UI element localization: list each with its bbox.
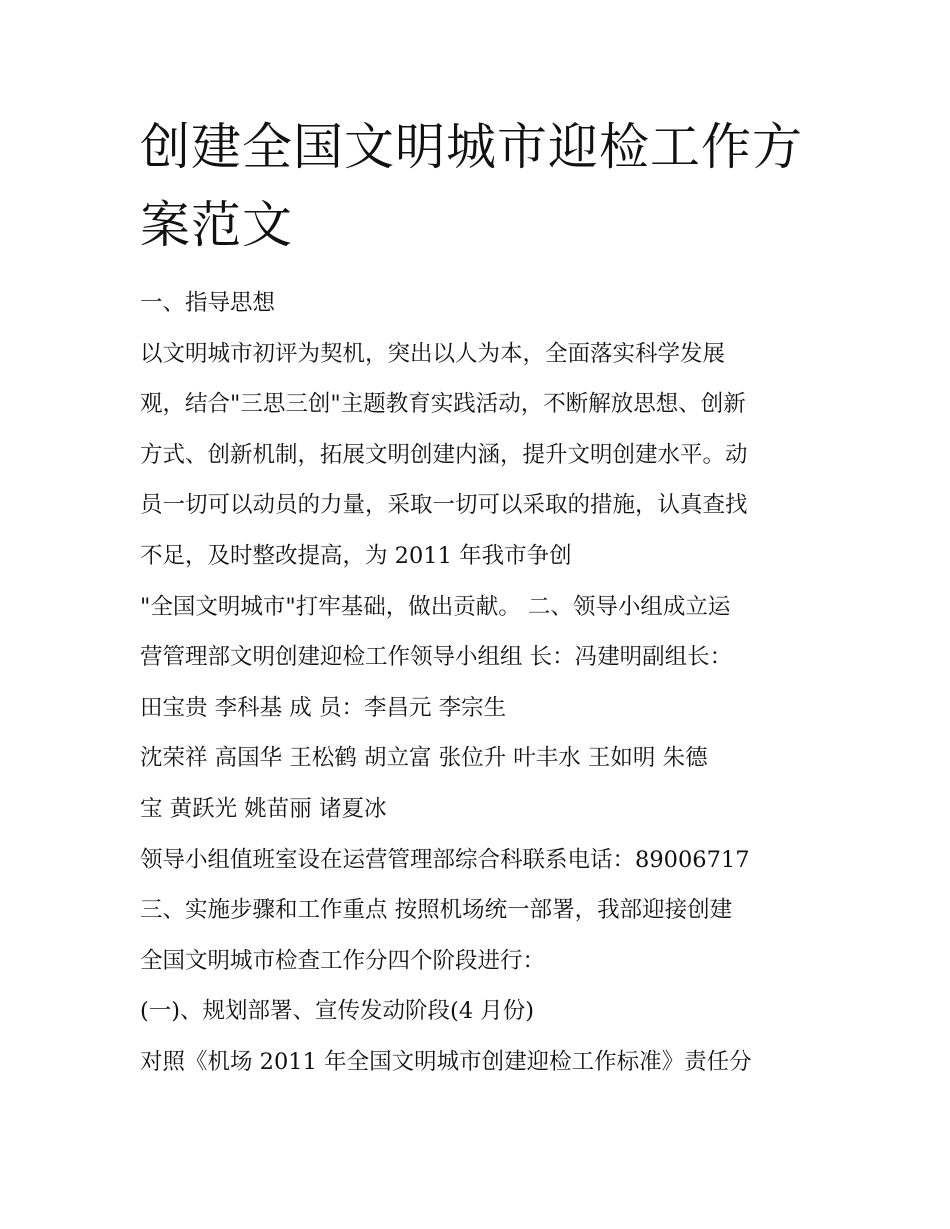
body-line: 方式、创新机制，拓展文明创建内涵，提升文明创建水平。动 [140,441,748,468]
body-line: 领导小组值班室设在运营管理部综合科联系电话：89006717 [140,846,750,873]
body-line: 对照《机场 2011 年全国文明城市创建迎检工作标准》责任分 [140,1048,752,1075]
body-line: 三、实施步骤和工作重点 按照机场统一部署，我部迎接创建 [140,897,733,924]
body-line: 观，结合"三思三创"主题教育实践活动，不断解放思想、创新 [140,391,746,418]
body-line: 不足，及时整改提高，为 2011 年我市争创 [140,542,572,569]
body-line: 营管理部文明创建迎检工作领导小组组 长：冯建明副组长： [140,644,733,671]
body-line: 一、指导思想 [140,290,276,316]
body-line: 以文明城市初评为契机，突出以人为本，全面落实科学发展 [140,340,726,367]
body-line: 员一切可以动员的力量，采取一切可以采取的措施，认真查找 [140,492,748,519]
document-body [140,278,820,1088]
document-title: 创建全国文明城市迎检工作方案范文 [140,118,803,254]
body-line: 宝 黄跃光 姚苗丽 诸夏冰 [140,795,387,822]
body-line: (一)、规划部署、宣传发动阶段(4 月份) [140,998,535,1025]
body-line: 全国文明城市检查工作分四个阶段进行： [140,947,546,974]
body-line: "全国文明城市"打牢基础，做出贡献。 二、领导小组成立运 [140,593,731,620]
body-line: 沈荣祥 高国华 王松鹤 胡立富 张位升 叶丰水 王如明 朱德 [140,745,708,772]
body-line: 田宝贵 李科基 成 员：李昌元 李宗生 [140,694,507,721]
document-page [140,108,820,1088]
